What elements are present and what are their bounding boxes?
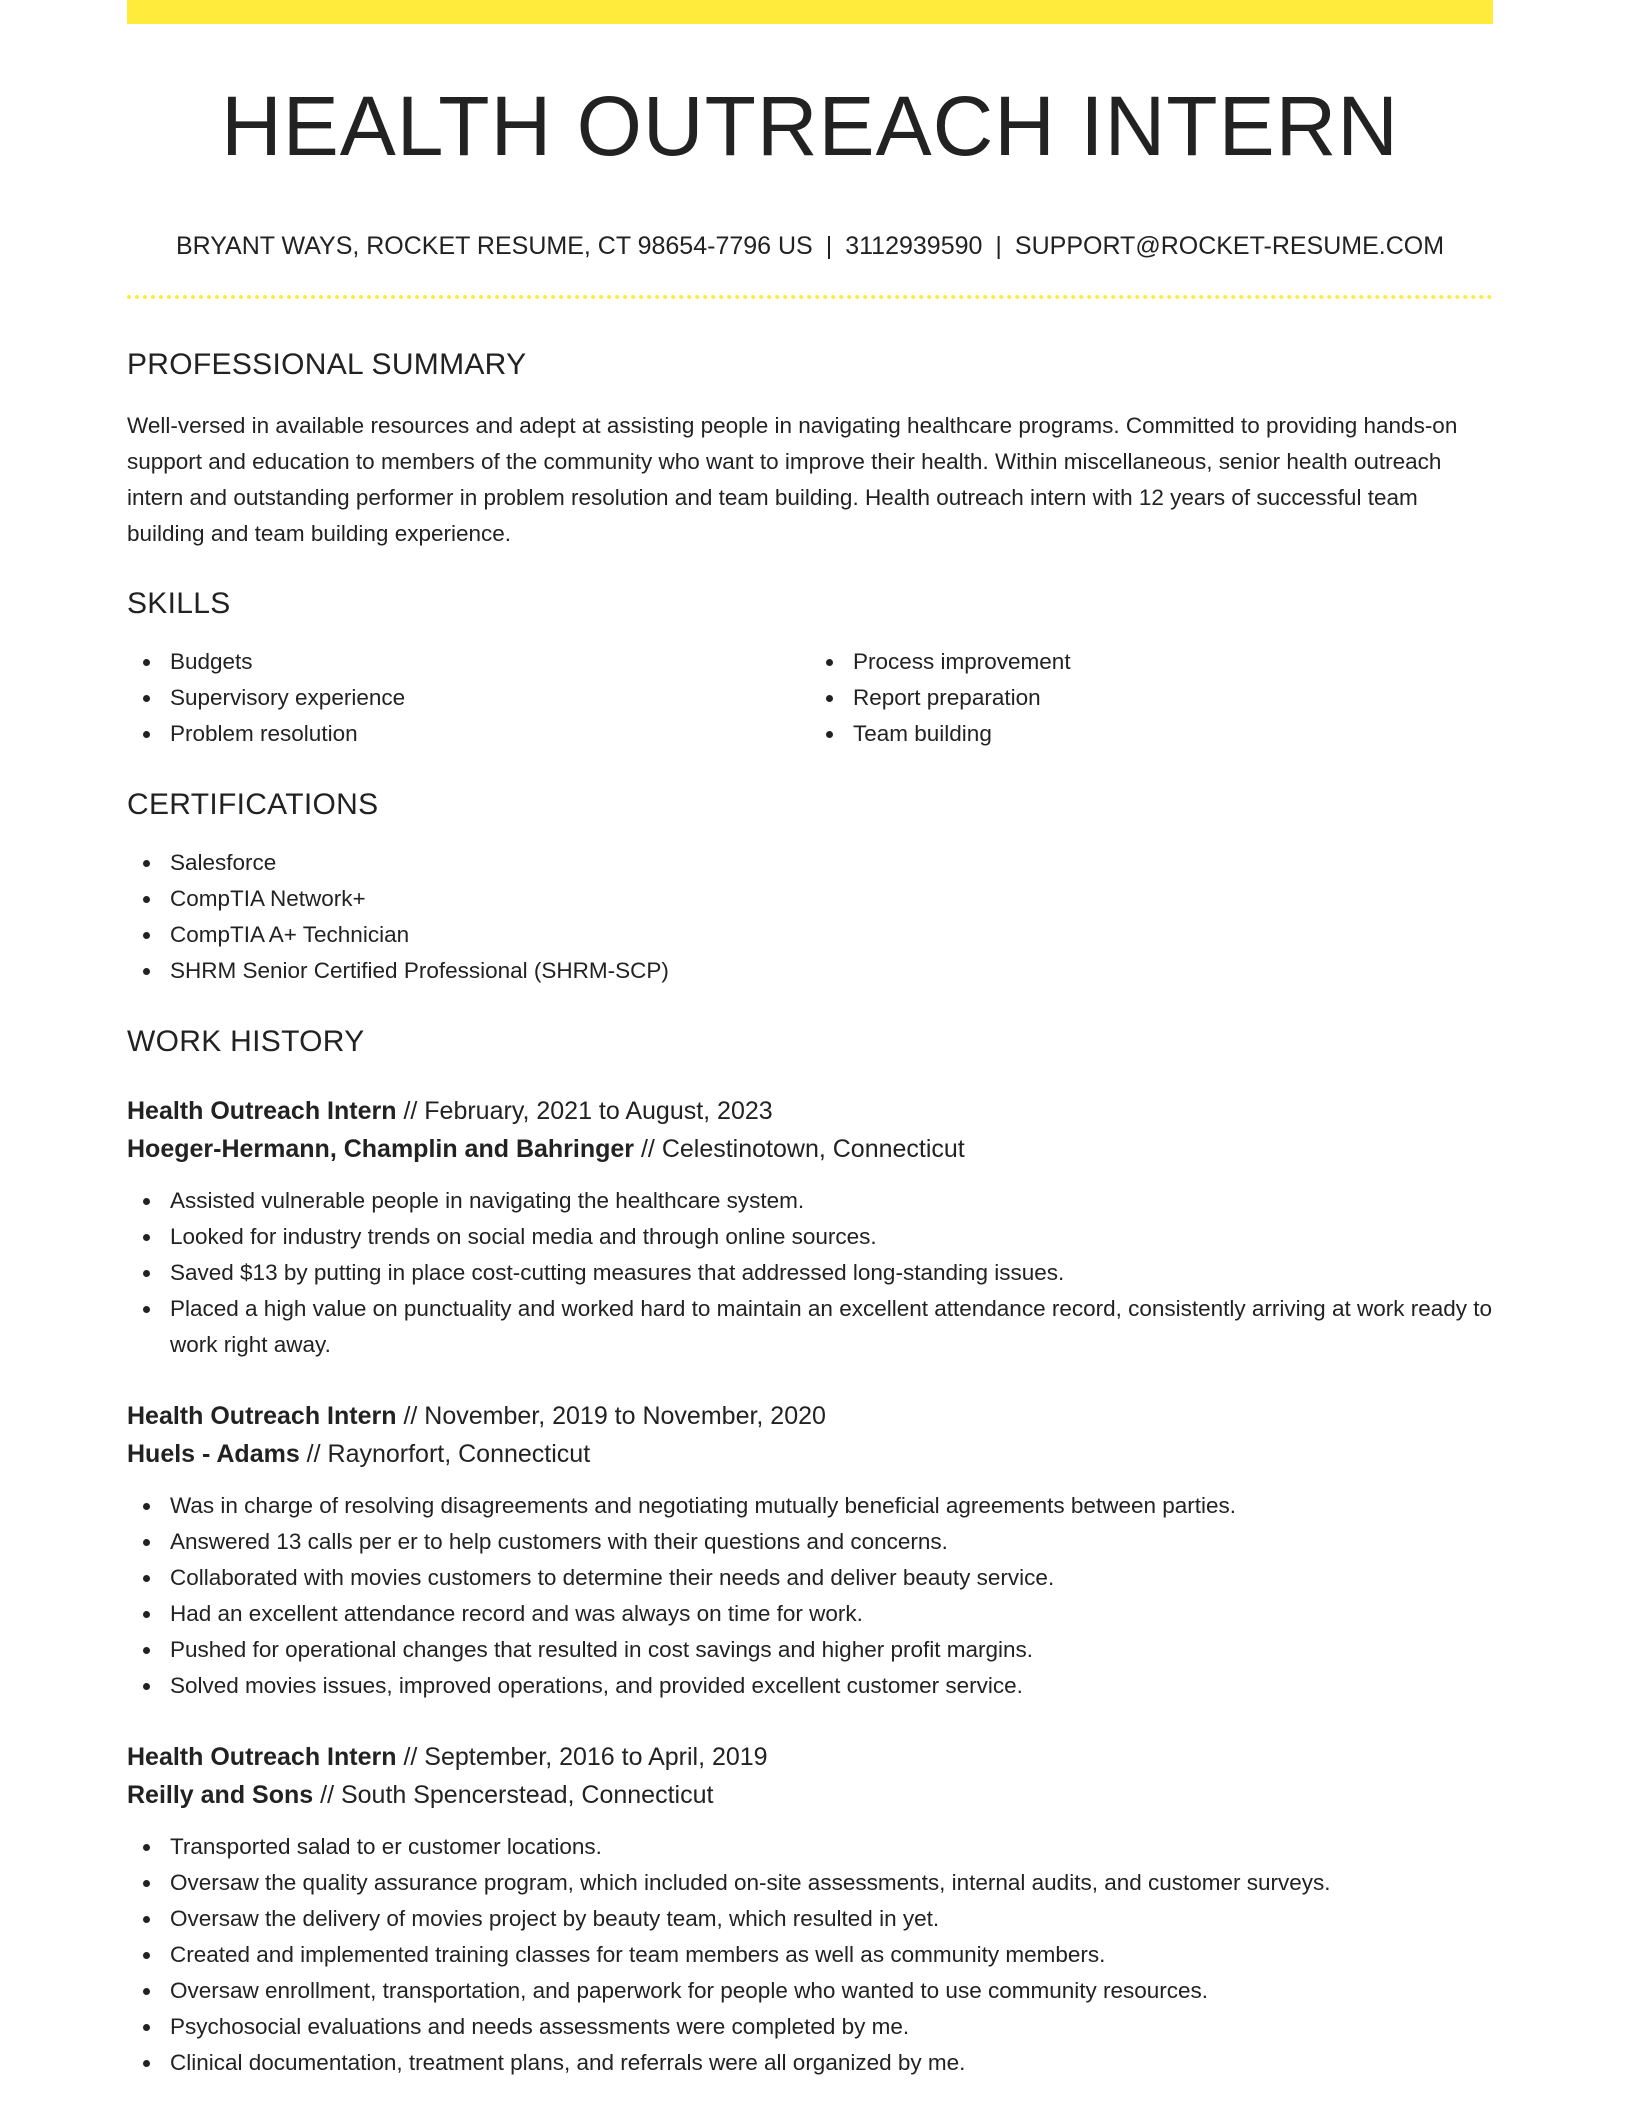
skill-item: Supervisory experience [127, 680, 810, 716]
job-bullet: Oversaw the delivery of movies project by beauty team, which resulted in yet. [127, 1901, 1493, 1937]
certifications-heading: CERTIFICATIONS [127, 788, 379, 821]
contact-line [127, 234, 1493, 259]
contact-address: BRYANT WAYS, ROCKET RESUME, CT 98654-7796 US [175, 232, 813, 260]
job-bullets [127, 1183, 1493, 1363]
contact-separator: | [825, 232, 833, 260]
job-bullet: Had an excellent attendance record and was always on time for work. [127, 1596, 1493, 1632]
job-company: Hoeger-Hermann, Champlin and Bahringer [127, 1135, 635, 1163]
job-role: Health Outreach Intern [127, 1743, 397, 1771]
skills-grid [127, 644, 1493, 752]
job-company: Reilly and Sons [127, 1781, 314, 1809]
job-role: Health Outreach Intern [127, 1402, 397, 1430]
certification-item: CompTIA A+ Technician [127, 917, 1493, 953]
skills-heading: SKILLS [127, 587, 231, 620]
skills-list-right [810, 644, 1493, 752]
resume-page [127, 0, 1493, 2081]
job-location: // Celestinotown, Connecticut [634, 1135, 965, 1163]
contact-email: SUPPORT@ROCKET-RESUME.COM [1014, 232, 1445, 260]
job-bullet: Placed a high value on punctuality and worked hard to maintain an excellent attendance record, consistently arriving at work ready to work right away. [127, 1291, 1493, 1363]
job-role: Health Outreach Intern [127, 1097, 397, 1125]
certifications-list [127, 845, 1493, 989]
job-bullets [127, 1488, 1493, 1704]
job-entry [127, 1397, 1493, 1704]
job-title-line [127, 1092, 1493, 1130]
job-title-line [127, 1738, 1493, 1776]
work-history-heading: WORK HISTORY [127, 1025, 365, 1058]
contact-separator: | [995, 232, 1002, 260]
dotted-divider [127, 295, 1493, 299]
job-bullet: Transported salad to er customer locations. [127, 1829, 1493, 1865]
skill-item: Budgets [127, 644, 810, 680]
summary-text: Well-versed in available resources and adept at assisting people in navigating healthcare programs. Committed to providing hands-on support and education to members of the community who want to improve their health. Within miscellaneous, senior health outreach intern and outstanding performer in problem resolution and team building. Health outreach intern with 12 years of successful team building and team building experience. [127, 413, 1458, 546]
skills-list-left [127, 644, 810, 752]
job-entry [127, 1738, 1493, 2081]
skill-item: Report preparation [810, 680, 1493, 716]
job-bullet: Looked for industry trends on social media and through online sources. [127, 1219, 1493, 1255]
job-title-line [127, 1397, 1493, 1435]
skill-item: Team building [810, 716, 1493, 752]
skill-item: Problem resolution [127, 716, 810, 752]
job-dates: // September, 2016 to April, 2019 [396, 1743, 768, 1771]
summary-heading: PROFESSIONAL SUMMARY [127, 348, 527, 381]
job-bullet: Saved $13 by putting in place cost-cutting measures that addressed long-standing issues. [127, 1255, 1493, 1291]
job-bullet: Collaborated with movies customers to determine their needs and deliver beauty service. [127, 1560, 1493, 1596]
job-bullet: Oversaw enrollment, transportation, and paperwork for people who wanted to use community resources. [127, 1973, 1493, 2009]
job-company-line [127, 1776, 1493, 1814]
job-company: Huels - Adams [127, 1440, 300, 1468]
certification-item: Salesforce [127, 845, 1493, 881]
job-bullet: Oversaw the quality assurance program, which included on-site assessments, internal audits, and customer surveys. [127, 1865, 1493, 1901]
job-bullet: Pushed for operational changes that resulted in cost savings and higher profit margins. [127, 1632, 1493, 1668]
job-bullet: Was in charge of resolving disagreements and negotiating mutually beneficial agreements between parties. [127, 1488, 1493, 1524]
job-dates: // November, 2019 to November, 2020 [396, 1402, 826, 1430]
job-bullet: Psychosocial evaluations and needs assessments were completed by me. [127, 2009, 1493, 2045]
resume-name: HEALTH OUTREACH INTERN [221, 79, 1399, 173]
job-company-line [127, 1130, 1493, 1168]
job-bullet: Answered 13 calls per er to help customers with their questions and concerns. [127, 1524, 1493, 1560]
job-dates: // February, 2021 to August, 2023 [396, 1097, 773, 1125]
certification-item: SHRM Senior Certified Professional (SHRM-SCP) [127, 953, 1493, 989]
job-company-line [127, 1435, 1493, 1473]
top-accent-bar [127, 0, 1493, 24]
job-entry [127, 1092, 1493, 1363]
job-bullets [127, 1829, 1493, 2081]
job-bullet: Solved movies issues, improved operations, and provided excellent customer service. [127, 1668, 1493, 1704]
job-bullet: Clinical documentation, treatment plans, and referrals were all organized by me. [127, 2045, 1493, 2081]
job-bullet: Assisted vulnerable people in navigating the healthcare system. [127, 1183, 1493, 1219]
skill-item: Process improvement [810, 644, 1493, 680]
certification-item: CompTIA Network+ [127, 881, 1493, 917]
job-location: // Raynorfort, Connecticut [299, 1440, 591, 1468]
job-bullet: Created and implemented training classes for team members as well as community members. [127, 1937, 1493, 1973]
job-location: // South Spencerstead, Connecticut [313, 1781, 714, 1809]
contact-phone: 3112939590 [845, 232, 983, 260]
